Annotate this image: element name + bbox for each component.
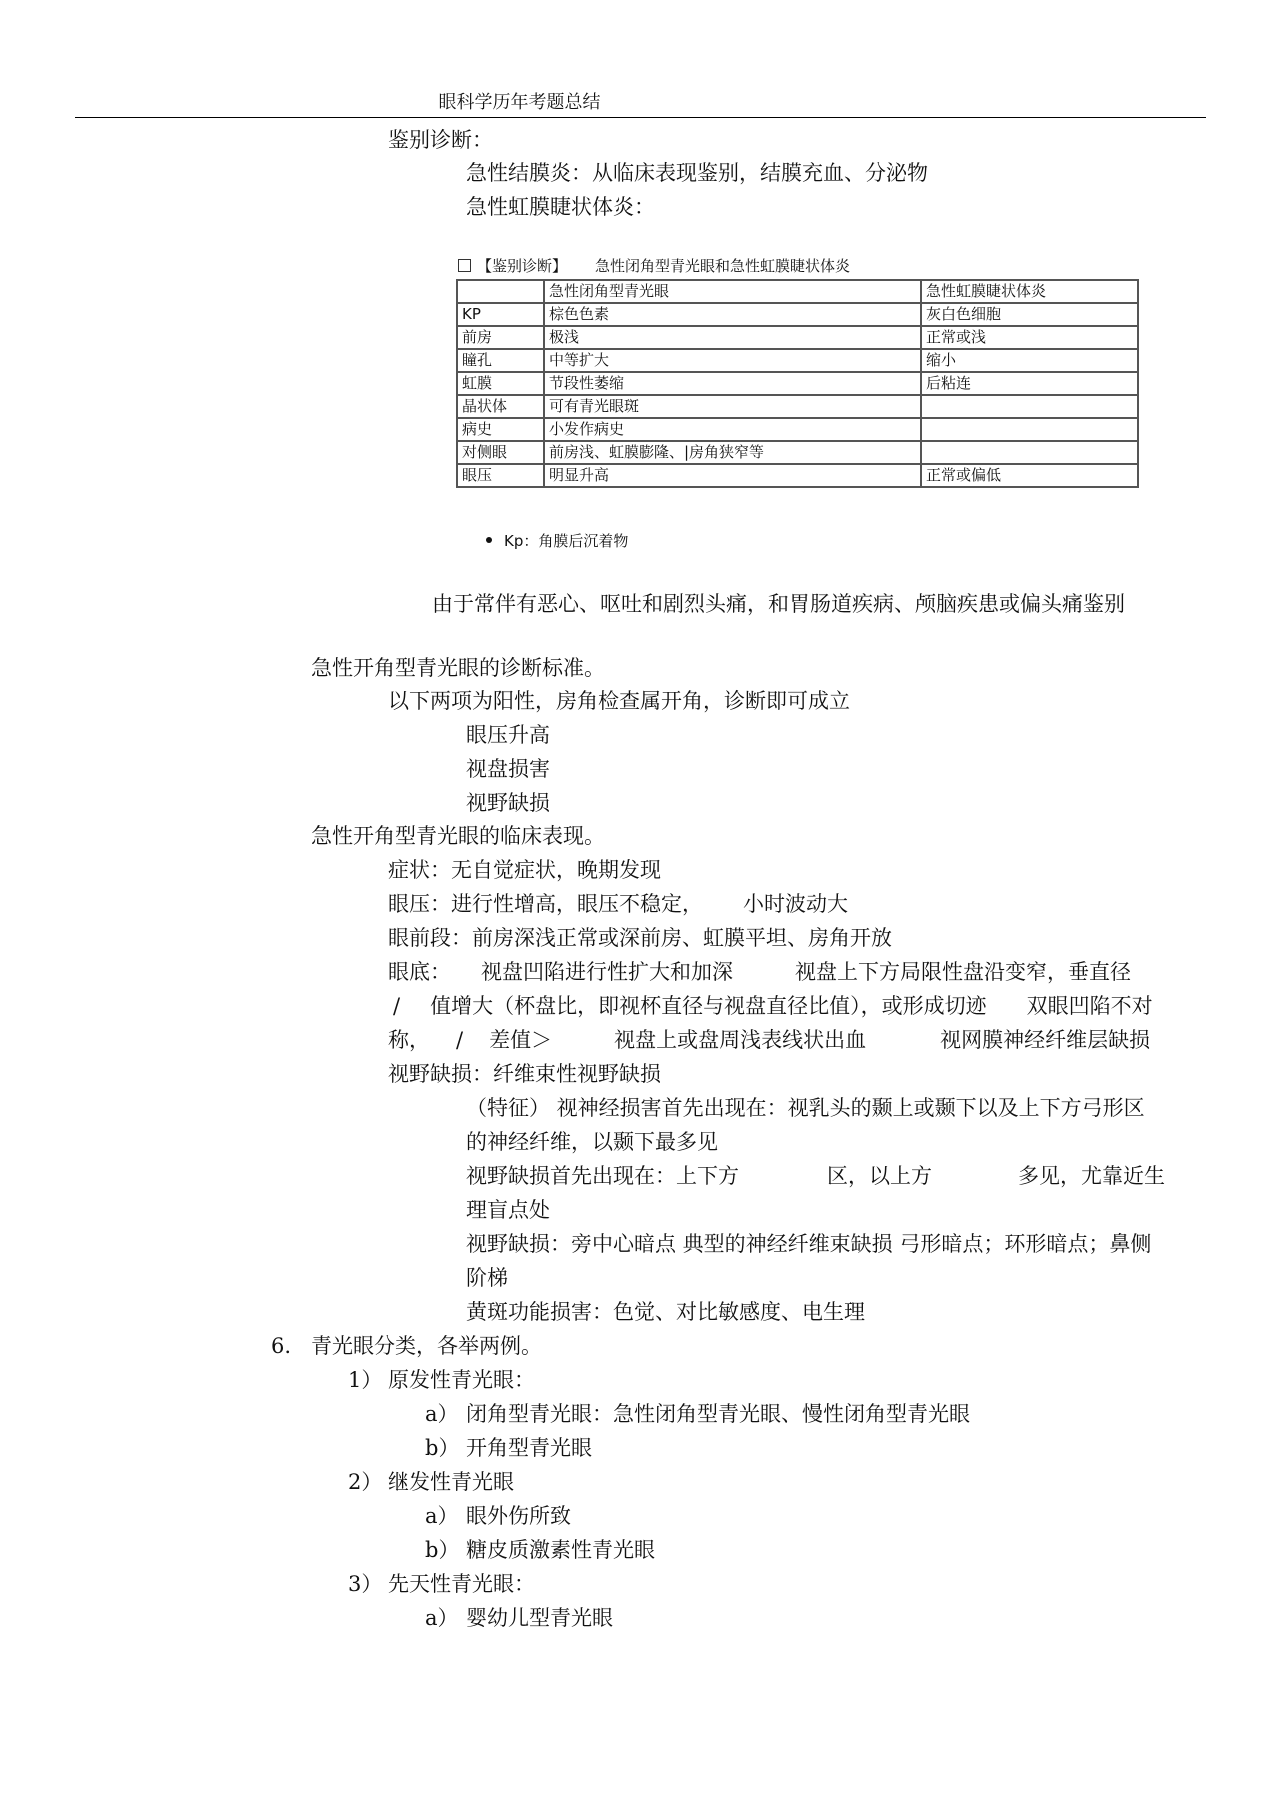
table-cell: 正常或偏低 — [921, 464, 1138, 487]
fundus-text: 双眼凹陷不对 — [1026, 994, 1153, 1018]
openangle-dx-item: 眼压升高 — [466, 723, 550, 747]
vf-defect-line-1: 视野缺损：旁中心暗点 典型的神经纤维束缺损 弓形暗点；环形暗点；鼻侧 — [466, 1232, 1152, 1256]
vf-feature-line-2: 的神经纤维，以颞下最多见 — [466, 1130, 718, 1154]
subclass-text: 糖皮质激素性青光眼 — [466, 1538, 655, 1562]
vf-first-text: 多见，尤靠近生 — [1018, 1164, 1165, 1188]
table-caption-text: 急性闭角型青光眼和急性虹膜睫状体炎 — [595, 257, 851, 275]
differential-table — [456, 279, 1139, 488]
nausea-note: 由于常伴有恶心、呕吐和剧烈头痛，和胃肠道疾病、颅脑疾患或偏头痛鉴别 — [432, 592, 1125, 616]
page-header — [0, 88, 1279, 114]
fundus-text: 差值＞ — [489, 1028, 553, 1052]
table-cell: 中等扩大 — [544, 349, 921, 372]
subclass-number: a） — [425, 1606, 459, 1630]
subclass-number: b） — [425, 1436, 460, 1460]
table-row — [457, 441, 1138, 464]
table-row — [457, 349, 1138, 372]
table-cell: 病史 — [457, 418, 544, 441]
vf-first-text: 区，以上方 — [827, 1164, 932, 1188]
table-cell — [921, 395, 1138, 418]
table-cell: 极浅 — [544, 326, 921, 349]
table-cell — [921, 441, 1138, 464]
table-cell: 缩小 — [921, 349, 1138, 372]
vf-first-text: 视野缺损首先出现在：上下方 — [466, 1164, 739, 1188]
fundus-text: 眼底： — [388, 960, 451, 984]
vf-defect-line-2: 阶梯 — [466, 1266, 508, 1290]
table-cell: 前房 — [457, 326, 544, 349]
class-label: 原发性青光眼： — [388, 1368, 535, 1392]
subclass-text: 开角型青光眼 — [466, 1436, 592, 1460]
fundus-text: 视盘凹陷进行性扩大和加深 — [481, 960, 733, 984]
table-cell: 可有青光眼斑 — [544, 395, 921, 418]
table-cell: 小发作病史 — [544, 418, 921, 441]
openangle-dx-item: 视盘损害 — [466, 757, 550, 781]
table-cell: 眼压 — [457, 464, 544, 487]
anterior-segment-line: 眼前段：前房深浅正常或深前房、虹膜平坦、房角开放 — [388, 926, 892, 950]
fundus-line-1 — [388, 962, 1131, 983]
table-cell: 对侧眼 — [457, 441, 544, 464]
table-caption — [458, 255, 850, 276]
vf-feature-line-1: （特征） 视神经损害首先出现在：视乳头的颞上或颞下以及上下方弓形区 — [466, 1096, 1145, 1120]
subclass-text: 婴幼儿型青光眼 — [466, 1606, 613, 1630]
table-header-cell — [457, 280, 544, 303]
q6-title: 青光眼分类，各举两例。 — [311, 1334, 542, 1358]
kp-note-text: Kp：角膜后沉着物 — [504, 532, 629, 550]
class-number: 3） — [348, 1572, 383, 1596]
checkbox-icon — [458, 259, 471, 272]
table-cell: 节段性萎缩 — [544, 372, 921, 395]
table-cell: 晶状体 — [457, 395, 544, 418]
diff-title: 鉴别诊断： — [388, 128, 493, 152]
fundus-text: 视盘上或盘周浅表线状出血 — [614, 1028, 867, 1052]
fundus-text: 视盘上下方局限性盘沿变窄，垂直径 — [795, 960, 1131, 984]
openangle-dx-intro: 以下两项为阳性，房角检查属开角，诊断即可成立 — [388, 689, 850, 713]
visual-field-title: 视野缺损：纤维束性视野缺损 — [388, 1062, 661, 1086]
table-row — [457, 418, 1138, 441]
openangle-dx-title: 急性开角型青光眼的诊断标准。 — [311, 656, 605, 680]
table-cell: 明显升高 — [544, 464, 921, 487]
table-caption-label: 【鉴别诊断】 — [477, 257, 568, 275]
fundus-text: / — [393, 994, 401, 1018]
iop-text-b: 小时波动大 — [743, 892, 848, 916]
table-cell: 灰白色细胞 — [921, 303, 1138, 326]
fundus-text: 称， — [388, 1028, 430, 1052]
header-rule — [75, 117, 1206, 118]
table-row — [457, 303, 1138, 326]
subclass-number: a） — [425, 1402, 459, 1426]
subclass-text: 闭角型青光眼：急性闭角型青光眼、慢性闭角型青光眼 — [466, 1402, 970, 1426]
fundus-text: 视网膜神经纤维层缺损 — [940, 1028, 1151, 1052]
subclass-text: 眼外伤所致 — [466, 1504, 571, 1528]
class-number: 1） — [348, 1368, 383, 1392]
table-header-row — [457, 280, 1138, 303]
diff-item-iridocyclitis: 急性虹膜睫状体炎： — [466, 195, 655, 219]
table-row — [457, 372, 1138, 395]
vf-first-line-1 — [466, 1166, 1165, 1187]
bullet-icon — [486, 537, 492, 543]
table-cell: 棕色色素 — [544, 303, 921, 326]
fundus-line-2 — [393, 996, 1153, 1017]
iop-text-a: 眼压：进行性增高，眼压不稳定， — [388, 892, 703, 916]
table-header-cell: 急性虹膜睫状体炎 — [921, 280, 1138, 303]
class-number: 2） — [348, 1470, 383, 1494]
macula-line: 黄斑功能损害：色觉、对比敏感度、电生理 — [466, 1300, 865, 1324]
table-cell: 瞳孔 — [457, 349, 544, 372]
q6-number: 6. — [271, 1334, 292, 1358]
fundus-text: / — [456, 1028, 464, 1052]
openangle-dx-item: 视野缺损 — [466, 791, 550, 815]
table-cell: 正常或浅 — [921, 326, 1138, 349]
header-title: 眼科学历年考题总结 — [438, 92, 601, 113]
table-row — [457, 395, 1138, 418]
symptom-line: 症状：无自觉症状，晚期发现 — [388, 858, 661, 882]
fundus-text: 值增大（杯盘比，即视杯直径与视盘直径比值），或形成切迹 — [430, 994, 987, 1018]
table-cell: 前房浅、虹膜膨隆、|房角狭窄等 — [544, 441, 921, 464]
subclass-number: b） — [425, 1538, 460, 1562]
diff-item-conjunctivitis: 急性结膜炎：从临床表现鉴别，结膜充血、分泌物 — [466, 161, 928, 185]
class-label: 先天性青光眼： — [388, 1572, 535, 1596]
class-label: 继发性青光眼 — [388, 1470, 514, 1494]
table-row — [457, 464, 1138, 487]
subclass-number: a） — [425, 1504, 459, 1528]
openangle-clin-title: 急性开角型青光眼的临床表现。 — [311, 824, 605, 848]
table-cell: KP — [457, 303, 544, 326]
kp-note — [486, 530, 628, 551]
table-row — [457, 326, 1138, 349]
table-cell: 后粘连 — [921, 372, 1138, 395]
vf-first-line-2: 理盲点处 — [466, 1198, 550, 1222]
iop-line — [388, 894, 848, 915]
table-cell: 虹膜 — [457, 372, 544, 395]
table-header-cell: 急性闭角型青光眼 — [544, 280, 921, 303]
table-cell — [921, 418, 1138, 441]
fundus-line-3 — [388, 1030, 1150, 1051]
